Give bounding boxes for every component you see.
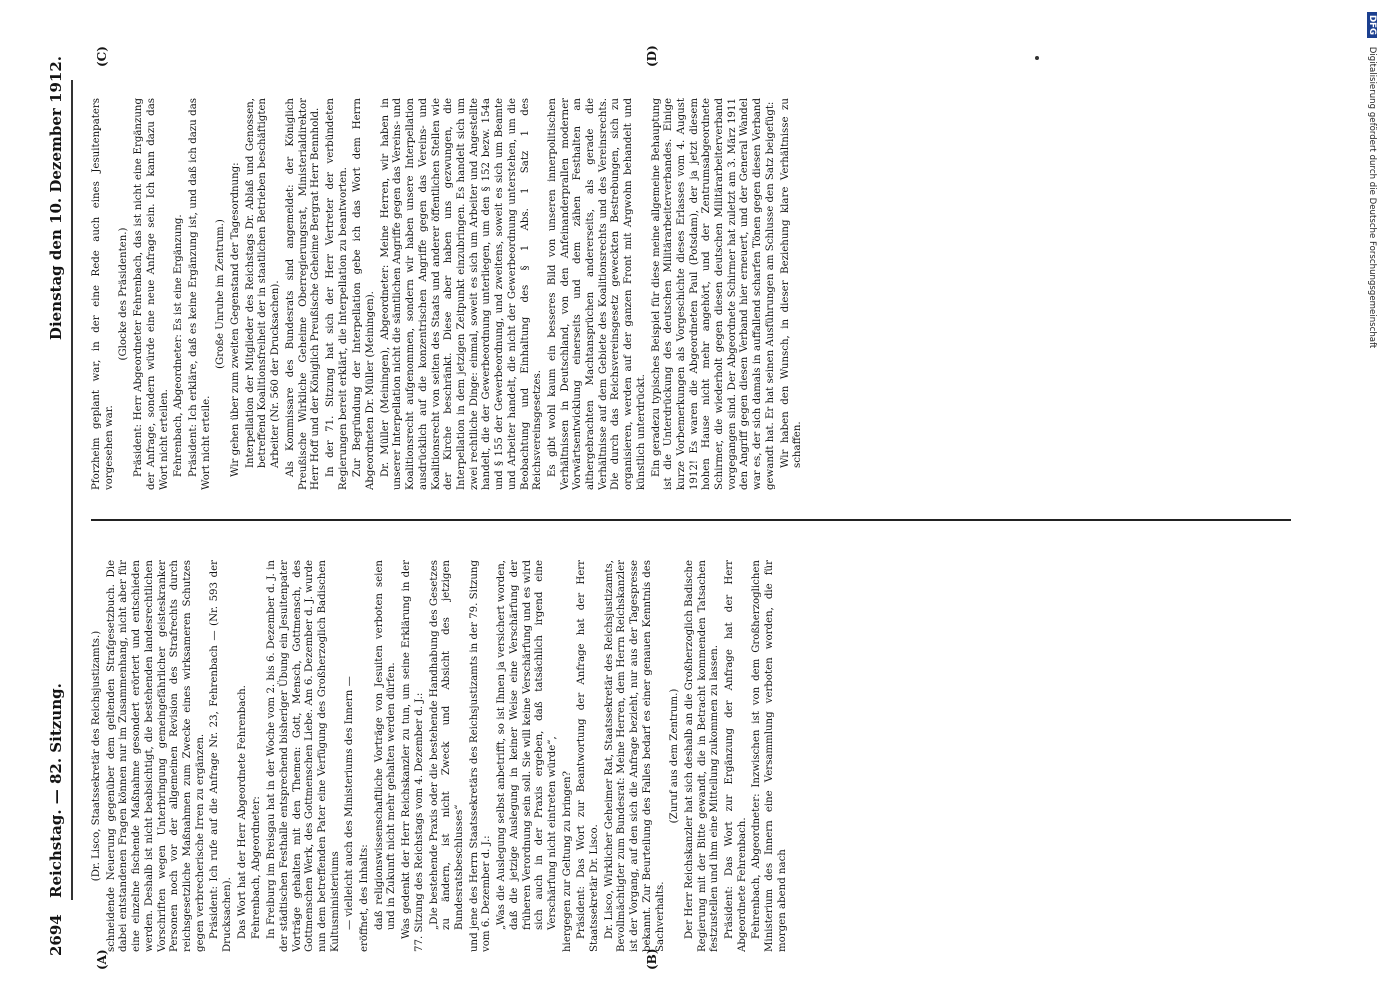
quote: „Die bestehende Praxis oder die bestehende Handhabung des Gesetzes zu ändern, ist nicht Zweck und Absicht des jetzigen Bundesratsbeschlusses“ [428,560,465,930]
page-header [43,50,73,970]
paragraph: In Freiburg im Breisgau hat in der Woche vom 2. bis 6. Dezember d. J. in der städtischen Festhalle entsprechend bisheriger Übung ein Jesuitenpater Vorträge gehalten mit den Themen: Gott, Mensch, Gottmensch, des Gottmenschen Werk, des Gottmenschen Liebe. Am 6. Dezember d. J. wurde nun dem betreffenden Pater eine Verfügung des Großherzoglich Badischen Kultusministeriums [266,560,341,952]
interpellation-title: Interpellation der Mitglieder des Reichstags Dr. Ablaß und Genossen, betreffend Koalitionsfreiheit der in staatlichen Betrieben beschäftigten Arbeiter (Nr. 560 der Drucksachen). [244,98,282,468]
paragraph: eröffnet, des Inhalts: [359,844,371,952]
president-call: Präsident: Das Wort zur Beantwortung der Anfrage hat der Herr Staatssekretär Dr. Lisco. [576,560,601,952]
quote: „Was die Auslegung selbst anbetrifft, so ist Ihnen ja versichert worden, daß die jetzige Auslegung in keiner Weise eine Verschärfung der früheren Verordnung sein soll. Sie will keine Verschärfung und es wird sich auch in der Praxis ergeben, daß tatsächlich irgend eine Verschärfung nicht eintreten würde“, [496,560,558,930]
paragraph: schneidende Neuerung gegenüber dem geltenden Strafgesetzbuch. Die dabei entstandenen Fragen können nur im Zusammenhang, nicht aber für eine einzelne fischende Maßnahme gesondert erörtert und entschieden werden. Deshalb ist nicht beabsichtigt, die bestehenden landesrechtlichen Vorschriften wegen Unterbringung gemeingefährlicher geisteskranker Personen noch vor der allgemeinen Revision des Strafrechts durch reichsgesetzliche Maßnahmen zum Zwecke eines wirksameren Schutzes gegen verbrecherische Irren zu ergänzen. [105,560,206,952]
paragraph: — vielleicht auch des Ministeriums des Innern — [344,676,356,930]
paragraph: Dr. Müller (Meiningen), Abgeordneter: Meine Herren, wir haben in unserer Interpellation nicht die sämtlichen Angriffe gegen das Vereins- und Koalitionsrecht aufgenommen, sondern wir haben unsere Interpellation ausdrücklich auf die konzentrischen Angriffe gegen das Vereins- und Koalitionsrecht von seiten des Staats und anderer öffentlichen Stellen wie der Kirche beschränkt. Diese aber haben uns gezwungen, die Interpellation in dem jetzigen Zeitpunkt einzubringen. Es handelt sich um zwei rechtliche Dinge: einmal, soweit es sich um Arbeiter und Angestellte handelt, die der Gewerbeordnung unterliegen, um den § 152 bezw. 154a und § 155 der Gewerbeordnung, und zweitens, soweit es sich um Beamte und Arbeiter handelt, die nicht der Gewerbeordnung unterstehen, um die Beobachtung und Einhaltung des § 1 Abs. 1 Satz 1 des Reichsvereinsgesetzes. [379,98,544,490]
session-date: Dienstag den 10. Dezember 1912. [47,56,65,341]
paragraph: Pforzheim geplant war, in der eine Rede auch eines Jesuitenpaters vorgesehen war. [91,98,115,490]
column-divider [91,519,1291,521]
paragraph: Fehrenbach, Abgeordneter: Es ist eine Ergänzung. [173,214,185,477]
document-page [25,45,1305,970]
paragraph: Als Kommissare des Bundesrats sind angemeldet: der Königlich Preußische Wirkliche Geheime Oberregierungsrat, Ministerialdirektor Herr Hoff und der Königlich Preußische Geheime Bergrat Herr Bennhold. [284,98,322,490]
interjection: (Glocke des Präsidenten.) [118,227,130,361]
president-call: Präsident: Herr Abgeordneter Fehrenbach, das ist nicht eine Ergänzung der Anfrage, sondern würde eine neue Anfrage sein. Ich kann dazu das Wort nicht erteilen. [133,98,170,490]
speaker-continuation: (Dr. Lisco, Staatssekretär des Reichsjustizamts.) [91,630,102,882]
paragraph: Was gedenkt der Herr Reichskanzler zu tun, um seine Erklärung in der 77. Sitzung des Reichstags vom 4. Dezember d. J.: [401,560,425,952]
president-call: Präsident: Ich rufe auf die Anfrage Nr. 23, Fehrenbach — (Nr. 593 der Drucksachen). [209,560,234,952]
speaker-line: Fehrenbach, Abgeordneter: [251,796,263,939]
interjection: (Große Unruhe im Zentrum.) [215,219,227,369]
paragraph: Fehrenbach, Abgeordneter: Inzwischen ist von dem Großherzoglichen Ministerium des Innern eine Versammlung verboten worden, die für morgen abend nach [751,560,788,952]
paragraph: Zur Begründung der Interpellation gebe ich das Wort dem Herrn Abgeordneten Dr. Müller (Meiningen). [352,98,377,490]
session-title: Reichstag. — 82. Sitzung. [47,683,65,898]
president-call: Präsident: Ich erkläre, daß es keine Ergänzung ist, und daß ich dazu das Wort nicht erteile. [187,98,212,490]
header-rule [71,80,73,900]
credit-text: Digitalisierung gefördert durch die Deutsche Forschungsgemeinschaft [1367,46,1377,349]
margin-dot [1035,56,1039,60]
margin-mark-b: (B) [645,948,659,970]
paragraph: In der 71. Sitzung hat sich der Herr Vertreter der verbündeten Regierungen bereit erklärt, die Interpellation zu beantworten. [324,98,349,490]
paragraph: Ein geradezu typisches Beispiel für diese meine allgemeine Behauptung ist die Unterdrückung des deutschen Militärarbeiterverbandes. Einige kurze Vorbemerkungen als Vorgeschichte dieses Erlasses vom 4. August 1912! Es waren die Abgeordneten Paul (Potsdam), der ja jetzt diesem hohen Hause nicht mehr angehört, und der Zentrumsabgeordnete Schirmer, die wiederholt gegen diesen deutschen Militärarbeiterverband vorgegangen sind. Der Abgeordnete Schirmer hat zuletzt am 3. März 1911 den Angriff gegen diesen Verband hier erneuert, und der General Wandel war es, der sich damals in auffallend scharfen Tönen gegen diesen Verband gewandt hat. Er hat seinen Ausführungen am Schlusse den Satz beigefügt: [650,98,776,490]
right-column [91,98,1291,490]
dfg-logo: DFG [1367,12,1377,38]
interjection: (Zuruf aus dem Zentrum.) [669,688,681,824]
margin-mark-c: (C) [95,46,109,67]
paragraph: Dr. Lisco, Wirklicher Geheimer Rat, Staatssekretär des Reichsjustizamts, Bevollmächtigter zum Bundesrat: Meine Herren, dem Herrn Reichskanzler ist der Vorgang, auf den sich die Anfrage bezieht, nur aus der Tagespresse bekannt. Zur Beurteilung des Falles bedarf es einer genauen Kenntnis des Sachverhalts. [603,560,666,952]
president-call: Präsident: Das Wort zur Ergänzung der Anfrage hat der Herr Abgeordnete Fehrenbach. [724,560,748,952]
margin-mark-a: (A) [95,949,109,970]
paragraph: Der Herr Reichskanzler hat sich deshalb an die Großherzoglich Badische Regierung mit der Bitte gewandt, die in Betracht kommenden Tatsachen festzustellen und ihm eine Mitteilung zukommen zu lassen. [683,560,721,952]
paragraph: Es gibt wohl kaum ein besseres Bild von unseren innerpolitischen Verhältnissen in Deutschland, von den Anfeinanderprallen moderner Vorwärtsentwicklung einerseits und dem zähen Festhalten an althergebrachten Machtansprüchen andererseits, als gerade die Verhältnisse auf dem Gebiete des Koalitionsrechts und des Vereinsrechts. Die durch das Reichsvereinsgesetz geweckten Bestrebungen, sich zu organisieren, werden auf der ganzen Front mit Argwohn behandelt und künstlich unterdrückt. [546,98,647,490]
paragraph: Das Wort hat der Herr Abgeordnete Fehrenbach. [236,685,248,939]
paragraph: hiergegen zur Geltung zu bringen? [561,770,573,952]
quote: daß religionswissenschaftliche Vorträge von Jesuiten verboten seien und in Zukunft nicht mehr gehalten werden dürfen. [373,560,398,930]
paragraph: und jene des Herrn Staatssekretärs des Reichsjustizamts in der 79. Sitzung vom 6. Dezember d. J.: [468,560,493,952]
page-number: 2694 [47,914,65,956]
margin-mark-d: (D) [645,45,659,67]
digitization-credit [1363,12,1379,942]
paragraph: Wir gehen über zum zweiten Gegenstand der Tagesordnung: [230,162,242,477]
quote: Wir haben den Wunsch, in dieser Beziehung klare Verhältnisse zu schaffen. [779,98,804,468]
left-column [91,560,1291,952]
